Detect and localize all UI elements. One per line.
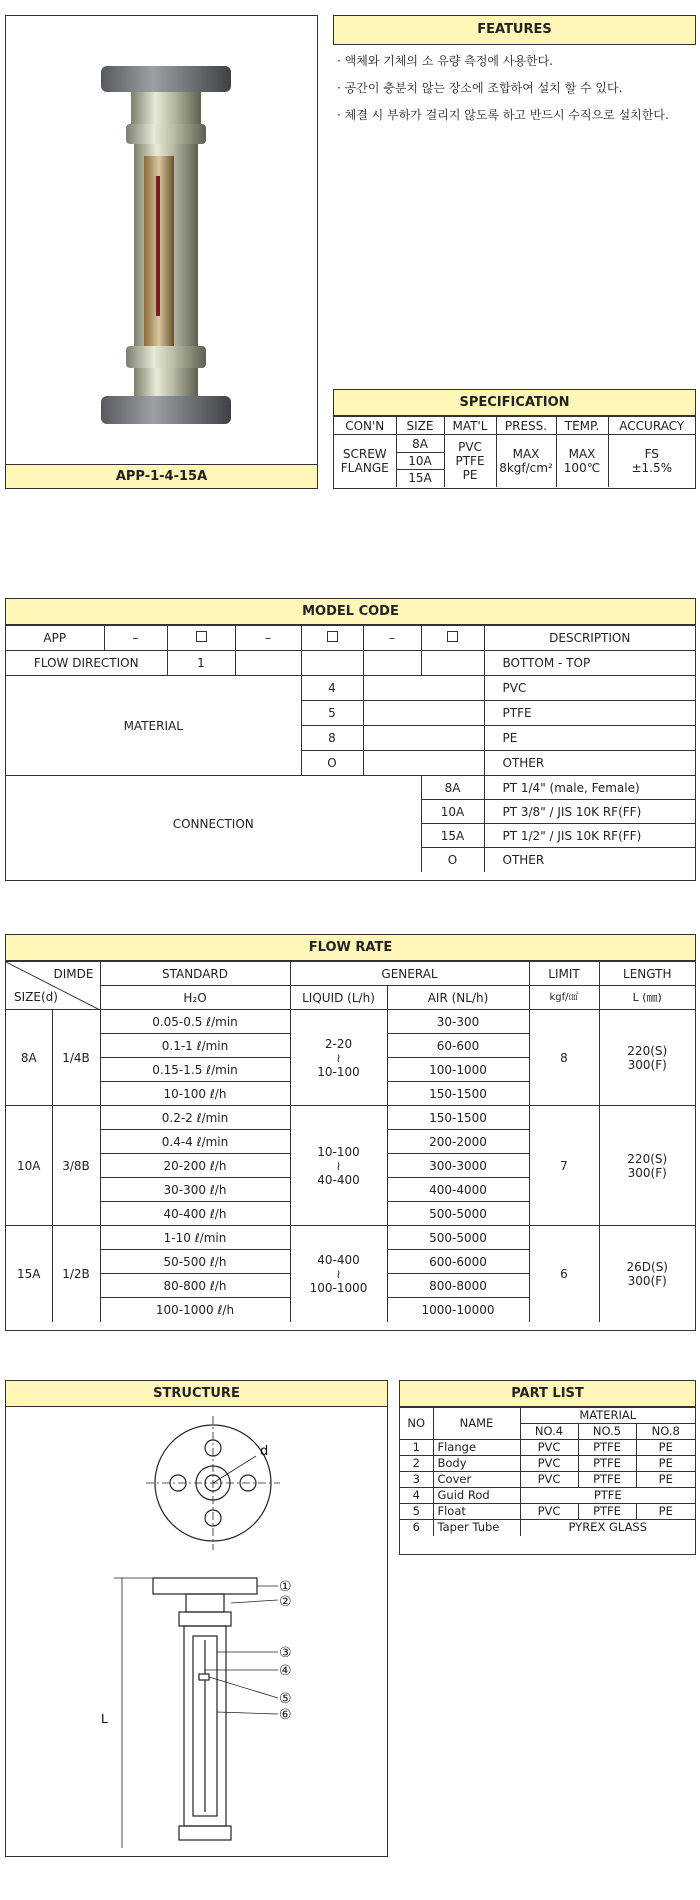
code-box-icon	[327, 631, 338, 642]
callout-2: ②	[279, 1594, 292, 1610]
flow-liquid-sep: ≀	[336, 1158, 341, 1173]
model-flow-code: 1	[167, 651, 235, 676]
structure-panel	[5, 1380, 388, 1857]
spec-accuracy-fs: FS	[644, 446, 659, 461]
flow-limit-header: LIMIT	[529, 962, 599, 986]
flow-standard-value: 0.2-2 ℓ/min	[100, 1106, 290, 1130]
feature-item: · 공간이 충분치 않는 장소에 조합하여 설치 할 수 있다.	[337, 79, 692, 97]
part-name-header: NAME	[433, 1408, 520, 1440]
model-connection-desc: PT 1/2" / JIS 10K RF(FF)	[484, 824, 695, 848]
flow-length-s: 220(S)	[627, 1151, 668, 1166]
model-material-code: 5	[301, 701, 363, 726]
flow-length-f: 300(F)	[627, 1165, 667, 1180]
flow-air-value: 800-8000	[387, 1274, 529, 1298]
model-flow-label: FLOW DIRECTION	[6, 651, 167, 676]
part-no-header: NO	[400, 1408, 433, 1440]
code-box-icon	[447, 631, 458, 642]
model-code-panel	[5, 598, 696, 881]
part-material: PVC	[520, 1504, 578, 1520]
flow-air-value: 400-4000	[387, 1178, 529, 1202]
part-material-col: NO.8	[636, 1424, 695, 1440]
flow-air-header: AIR (NL/h)	[387, 986, 529, 1010]
model-head-dash: –	[235, 626, 301, 651]
flow-standard-value: 0.4-4 ℓ/min	[100, 1130, 290, 1154]
model-code-title: MODEL CODE	[6, 599, 695, 625]
model-connection-desc: PT 1/4" (male, Female)	[484, 776, 695, 800]
flow-standard-value: 0.05-0.5 ℓ/min	[100, 1010, 290, 1034]
spec-accuracy-value: ±1.5%	[631, 460, 673, 475]
flow-size-d: SIZE(d)	[14, 990, 58, 1004]
part-no: 4	[400, 1488, 433, 1504]
part-material: PE	[636, 1472, 695, 1488]
model-material-desc: PVC	[484, 676, 695, 701]
spec-connection	[334, 435, 396, 487]
spec-header: CON'N	[334, 417, 396, 435]
flow-length	[599, 1010, 695, 1106]
flow-rate-table	[6, 961, 695, 1322]
flow-length-f: 300(F)	[627, 1057, 667, 1072]
spec-pressure-value: 8kgf/cm²	[499, 460, 553, 475]
flow-length-s: 26D(S)	[626, 1259, 668, 1274]
flow-size: 15A	[6, 1226, 52, 1322]
flow-liquid-max: 100-1000	[309, 1280, 368, 1295]
part-material: PTFE	[578, 1456, 636, 1472]
flow-length-s: 220(S)	[627, 1043, 668, 1058]
model-flow-desc: BOTTOM - TOP	[484, 651, 695, 676]
spec-accuracy	[608, 435, 695, 487]
code-box-icon	[196, 631, 207, 642]
structure-L-label: L	[101, 1712, 108, 1726]
part-list-table	[400, 1407, 695, 1536]
spec-temp-value: 100℃	[563, 460, 601, 475]
part-no: 1	[400, 1440, 433, 1456]
part-name: Body	[433, 1456, 520, 1472]
spec-header: MAT'L	[444, 417, 496, 435]
callout-5: ⑤	[279, 1691, 292, 1707]
flow-air-value: 150-1500	[387, 1106, 529, 1130]
flow-limit: 6	[529, 1226, 599, 1322]
flow-size: 8A	[6, 1010, 52, 1106]
part-no: 3	[400, 1472, 433, 1488]
model-code-table	[6, 625, 695, 872]
specification-title: SPECIFICATION	[334, 390, 695, 416]
model-material-code: 4	[301, 676, 363, 701]
model-connection-desc: PT 3/8" / JIS 10K RF(FF)	[484, 800, 695, 824]
spec-size: 10A	[396, 453, 444, 470]
spec-header: PRESS.	[496, 417, 556, 435]
flow-length-f: 300(F)	[627, 1273, 667, 1288]
flow-rate-panel	[5, 934, 696, 1331]
flow-air-value: 1000-10000	[387, 1298, 529, 1322]
spec-size: 8A	[396, 435, 444, 453]
part-name: Cover	[433, 1472, 520, 1488]
spec-material-ptfe: PTFE	[455, 453, 485, 468]
flow-corner	[6, 962, 100, 1010]
model-connection-code: O	[421, 848, 484, 872]
flow-standard-value: 20-200 ℓ/h	[100, 1154, 290, 1178]
part-list-panel	[399, 1380, 696, 1555]
part-material: PVC	[520, 1472, 578, 1488]
part-name: Guid Rod	[433, 1488, 520, 1504]
spec-temp-max: MAX	[568, 446, 596, 461]
model-material-code: O	[301, 751, 363, 776]
model-head-box	[301, 626, 363, 651]
flow-standard-value: 50-500 ℓ/h	[100, 1250, 290, 1274]
flow-liquid-max: 40-400	[317, 1172, 360, 1187]
flow-liquid-max: 10-100	[317, 1064, 360, 1079]
flow-standard-value: 40-400 ℓ/h	[100, 1202, 290, 1226]
model-material-desc: PE	[484, 726, 695, 751]
flow-limit: 8	[529, 1010, 599, 1106]
part-material: PTFE	[578, 1472, 636, 1488]
part-no: 2	[400, 1456, 433, 1472]
model-connection-code: 10A	[421, 800, 484, 824]
flow-standard-value: 80-800 ℓ/h	[100, 1274, 290, 1298]
flow-limit-unit: kgf/㎠	[529, 986, 599, 1010]
flow-air-value: 500-5000	[387, 1226, 529, 1250]
structure-title: STRUCTURE	[6, 1381, 387, 1407]
flow-length	[599, 1106, 695, 1226]
specification-table	[334, 416, 695, 487]
flow-liquid-sep: ≀	[336, 1050, 341, 1065]
part-material-header: MATERIAL	[520, 1408, 695, 1424]
structure-drawing	[6, 1408, 387, 1856]
part-material: PYREX GLASS	[520, 1520, 695, 1536]
flow-size: 10A	[6, 1106, 52, 1226]
spec-temperature	[556, 435, 608, 487]
features-list	[337, 52, 692, 133]
spec-material	[444, 435, 496, 487]
callout-4: ④	[279, 1663, 292, 1679]
flow-d: 3/8B	[52, 1106, 100, 1226]
part-list-title: PART LIST	[400, 1381, 695, 1407]
model-connection-code: 8A	[421, 776, 484, 800]
part-material-col: NO.4	[520, 1424, 578, 1440]
model-head-dash: –	[363, 626, 421, 651]
feature-item: · 액체와 기체의 소 유량 측정에 사용한다.	[337, 52, 692, 70]
flow-length-unit: L (㎜)	[599, 986, 695, 1010]
callout-3: ③	[279, 1645, 292, 1661]
flow-standard-value: 0.1-1 ℓ/min	[100, 1034, 290, 1058]
part-material: PE	[636, 1440, 695, 1456]
features-title: FEATURES	[334, 16, 695, 44]
part-no: 6	[400, 1520, 433, 1536]
model-material-desc: OTHER	[484, 751, 695, 776]
spec-conn-screw: SCREW	[342, 446, 387, 461]
spec-material-pe: PE	[462, 467, 478, 482]
flow-liquid-header: LIQUID (L/h)	[290, 986, 387, 1010]
part-material: PTFE	[578, 1504, 636, 1520]
callout-6: ⑥	[279, 1707, 292, 1723]
flow-air-value: 60-600	[387, 1034, 529, 1058]
part-material: PE	[636, 1456, 695, 1472]
flow-dimde: DIMDE	[53, 967, 94, 981]
spec-header: ACCURACY	[608, 417, 695, 435]
flow-air-value: 300-3000	[387, 1154, 529, 1178]
spec-size: 15A	[396, 470, 444, 487]
feature-item: · 체결 시 부하가 걸리지 않도록 하고 반드시 수직으로 설치한다.	[337, 106, 692, 124]
model-head-app: APP	[6, 626, 104, 651]
spec-pressure	[496, 435, 556, 487]
product-photo-panel	[5, 15, 318, 489]
flow-standard-value: 10-100 ℓ/h	[100, 1082, 290, 1106]
flow-standard-header: STANDARD	[100, 962, 290, 986]
flow-h2o-header: H₂O	[100, 986, 290, 1010]
model-head-box	[421, 626, 484, 651]
spec-header: TEMP.	[556, 417, 608, 435]
part-name: Float	[433, 1504, 520, 1520]
flow-liquid-sep: ≀	[336, 1266, 341, 1281]
model-material-label: MATERIAL	[6, 676, 301, 776]
spec-header: SIZE	[396, 417, 444, 435]
part-name: Flange	[433, 1440, 520, 1456]
part-material: PVC	[520, 1456, 578, 1472]
flow-liquid-min: 40-400	[317, 1252, 360, 1267]
flow-liquid-min: 10-100	[317, 1144, 360, 1159]
flow-air-value: 600-6000	[387, 1250, 529, 1274]
model-material-desc: PTFE	[484, 701, 695, 726]
part-material: PVC	[520, 1440, 578, 1456]
part-material: PTFE	[578, 1440, 636, 1456]
flow-air-value: 200-2000	[387, 1130, 529, 1154]
part-name: Taper Tube	[433, 1520, 520, 1536]
model-head-dash: –	[104, 626, 167, 651]
flow-air-value: 500-5000	[387, 1202, 529, 1226]
spec-conn-flange: FLANGE	[340, 460, 389, 475]
flow-standard-value: 100-1000 ℓ/h	[100, 1298, 290, 1322]
flow-standard-value: 30-300 ℓ/h	[100, 1178, 290, 1202]
flow-air-value: 30-300	[387, 1010, 529, 1034]
flowmeter-photo	[6, 16, 317, 464]
flow-liquid-min: 2-20	[324, 1036, 353, 1051]
flow-d: 1/2B	[52, 1226, 100, 1322]
spec-material-pvc: PVC	[458, 439, 482, 454]
structure-d-label: d	[260, 1444, 269, 1459]
flow-liquid	[290, 1106, 387, 1226]
flow-air-value: 100-1000	[387, 1058, 529, 1082]
flow-length-header: LENGTH	[599, 962, 695, 986]
callout-1: ①	[279, 1579, 292, 1595]
flow-general-header: GENERAL	[290, 962, 529, 986]
model-head-box	[167, 626, 235, 651]
flow-d: 1/4B	[52, 1010, 100, 1106]
flow-standard-value: 0.15-1.5 ℓ/min	[100, 1058, 290, 1082]
part-material: PE	[636, 1504, 695, 1520]
model-connection-desc: OTHER	[484, 848, 695, 872]
part-no: 5	[400, 1504, 433, 1520]
model-head-description: DESCRIPTION	[484, 626, 695, 651]
flow-standard-value: 1-10 ℓ/min	[100, 1226, 290, 1250]
model-connection-code: 15A	[421, 824, 484, 848]
spec-pressure-max: MAX	[512, 446, 540, 461]
flow-limit: 7	[529, 1106, 599, 1226]
flow-air-value: 150-1500	[387, 1082, 529, 1106]
part-material-col: NO.5	[578, 1424, 636, 1440]
model-connection-label: CONNECTION	[6, 776, 421, 872]
specification-panel	[333, 389, 696, 489]
part-material: PTFE	[520, 1488, 695, 1504]
flow-length	[599, 1226, 695, 1322]
flow-liquid	[290, 1226, 387, 1322]
features-panel	[333, 15, 696, 45]
model-material-code: 8	[301, 726, 363, 751]
flow-liquid	[290, 1010, 387, 1106]
flow-rate-title: FLOW RATE	[6, 935, 695, 961]
photo-caption: APP-1-4-15A	[6, 464, 317, 488]
